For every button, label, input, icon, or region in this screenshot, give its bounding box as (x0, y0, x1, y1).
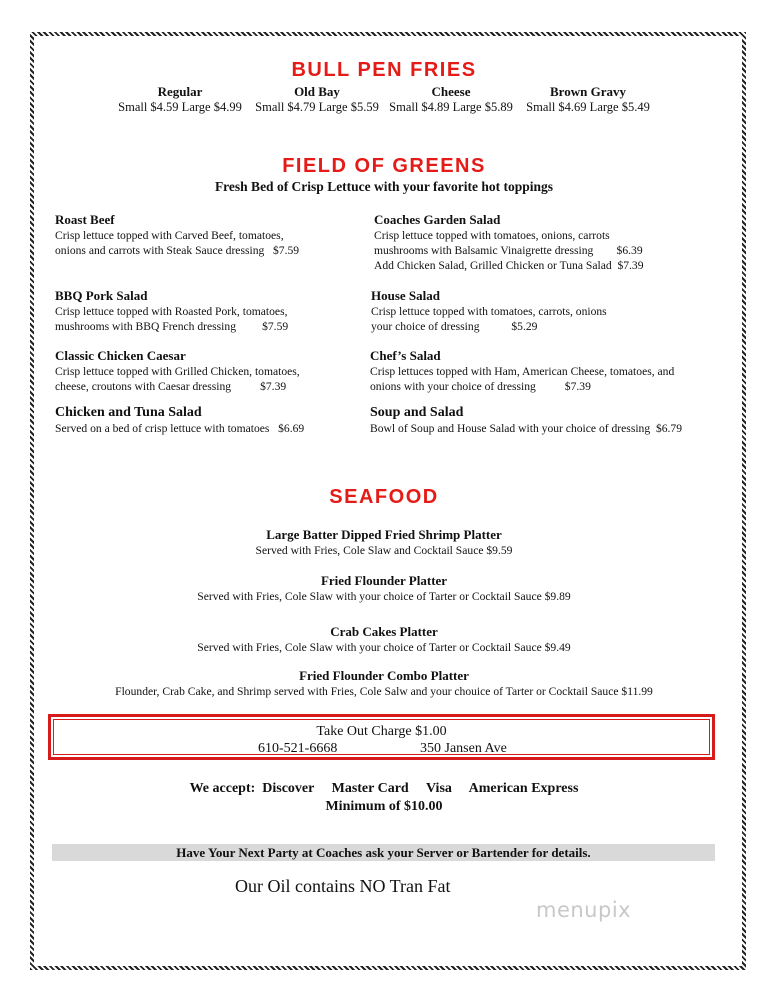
greens-item-soup-salad (370, 405, 682, 436)
item-line: Crisp lettuce topped with Roasted Pork, tomatoes, (55, 305, 288, 318)
item-line: Served on a bed of crisp lettuce with tomatoes $6.69 (55, 422, 305, 435)
item-line: Crisp lettuces topped with Ham, American Cheese, tomatoes, and (370, 365, 675, 378)
item-line: Crisp lettuce topped with tomatoes, carrots, onions (371, 305, 607, 318)
takeout-address: 350 Jansen Ave (420, 741, 507, 756)
item-name: Chef’s Salad (370, 348, 441, 363)
oil-notice: Our Oil contains NO Tran Fat (235, 876, 451, 896)
takeout-charge: Take Out Charge $1.00 (316, 724, 447, 739)
party-banner: Have Your Next Party at Coaches ask your Server or Bartender for details. (52, 844, 715, 861)
item-name: Classic Chicken Caesar (55, 348, 186, 363)
greens-item-classic-caesar (55, 348, 300, 394)
item-name: House Salad (371, 288, 440, 303)
item-line: Crisp lettuce topped with Grilled Chicken, tomatoes, (55, 365, 300, 378)
item-line: Bowl of Soup and House Salad with your choice of dressing $6.79 (370, 422, 683, 435)
payment-accept: We accept: Discover Master Card Visa American Express (189, 781, 579, 796)
item-desc: Flounder, Crab Cake, and Shrimp served with Fries, Cole Salw and your chouice of Tarter or Cocktail Sauce $11.99 (115, 685, 653, 698)
fries-prices: Small $4.89 Large $5.89 (389, 100, 513, 114)
fries-prices: Small $4.69 Large $5.49 (526, 100, 650, 114)
fries-item-regular (118, 84, 242, 115)
fries-item-brown-gravy (525, 84, 651, 115)
seafood-item-shrimp (0, 527, 768, 558)
seafood-item-flounder (0, 573, 768, 604)
greens-item-roast-beef (55, 212, 299, 258)
item-line: onions and carrots with Steak Sauce dressing $7.59 (55, 244, 300, 257)
greens-subtitle: Fresh Bed of Crisp Lettuce with your favorite hot toppings (214, 179, 554, 194)
fries-name: Regular (157, 84, 203, 99)
greens-item-chefs-salad (370, 348, 674, 394)
takeout-box (48, 714, 715, 760)
fries-title: BULL PEN FRIES (291, 59, 477, 81)
takeout-phone: 610-521-6668 (258, 741, 338, 756)
item-name: Fried Flounder Platter (320, 573, 448, 588)
item-line: Crisp lettuce topped with tomatoes, onions, carrots (374, 229, 610, 242)
item-desc: Served with Fries, Cole Slaw with your choice of Tarter or Cocktail Sauce $9.49 (197, 641, 571, 654)
fries-prices: Small $4.79 Large $5.59 (255, 100, 379, 114)
item-name: Crab Cakes Platter (330, 624, 438, 639)
item-name: BBQ Pork Salad (55, 288, 148, 303)
item-line: your choice of dressing $5.29 (371, 320, 538, 333)
fries-name: Old Bay (294, 84, 340, 99)
item-name: Soup and Salad (370, 405, 464, 420)
payment-minimum: Minimum of $10.00 (325, 799, 443, 814)
greens-item-bbq-pork (55, 288, 288, 334)
item-name: Chicken and Tuna Salad (55, 405, 202, 420)
item-desc: Served with Fries, Cole Slaw with your choice of Tarter or Cocktail Sauce $9.89 (197, 590, 571, 603)
greens-item-coaches-garden (374, 212, 644, 273)
item-name: Fried Flounder Combo Platter (299, 668, 469, 683)
item-desc: Served with Fries, Cole Slaw and Cocktail Sauce $9.59 (255, 544, 513, 557)
item-line: cheese, croutons with Caesar dressing $7.39 (55, 380, 287, 393)
item-line: Crisp lettuce topped with Carved Beef, tomatoes, (55, 229, 284, 242)
item-name: Roast Beef (55, 212, 115, 227)
greens-title: FIELD OF GREENS (282, 155, 486, 177)
seafood-item-crab-cakes (0, 624, 768, 655)
fries-item-cheese (388, 84, 514, 115)
item-line: Add Chicken Salad, Grilled Chicken or Tuna Salad $7.39 (374, 259, 644, 272)
item-line: mushrooms with Balsamic Vinaigrette dressing $6.39 (374, 244, 643, 257)
fries-item-old-bay (254, 84, 380, 115)
greens-item-house-salad (371, 288, 607, 334)
item-line: mushrooms with BBQ French dressing $7.59 (55, 320, 289, 333)
seafood-item-combo (0, 668, 768, 699)
menupix-watermark: menupix (536, 898, 632, 922)
item-name: Large Batter Dipped Fried Shrimp Platter (266, 527, 502, 542)
greens-item-chicken-tuna (55, 405, 304, 436)
item-line: onions with your choice of dressing $7.39 (370, 380, 591, 393)
fries-name: Cheese (431, 84, 471, 99)
item-name: Coaches Garden Salad (374, 212, 501, 227)
fries-prices: Small $4.59 Large $4.99 (118, 100, 242, 114)
seafood-title: SEAFOOD (329, 486, 439, 508)
fries-name: Brown Gravy (550, 84, 626, 99)
